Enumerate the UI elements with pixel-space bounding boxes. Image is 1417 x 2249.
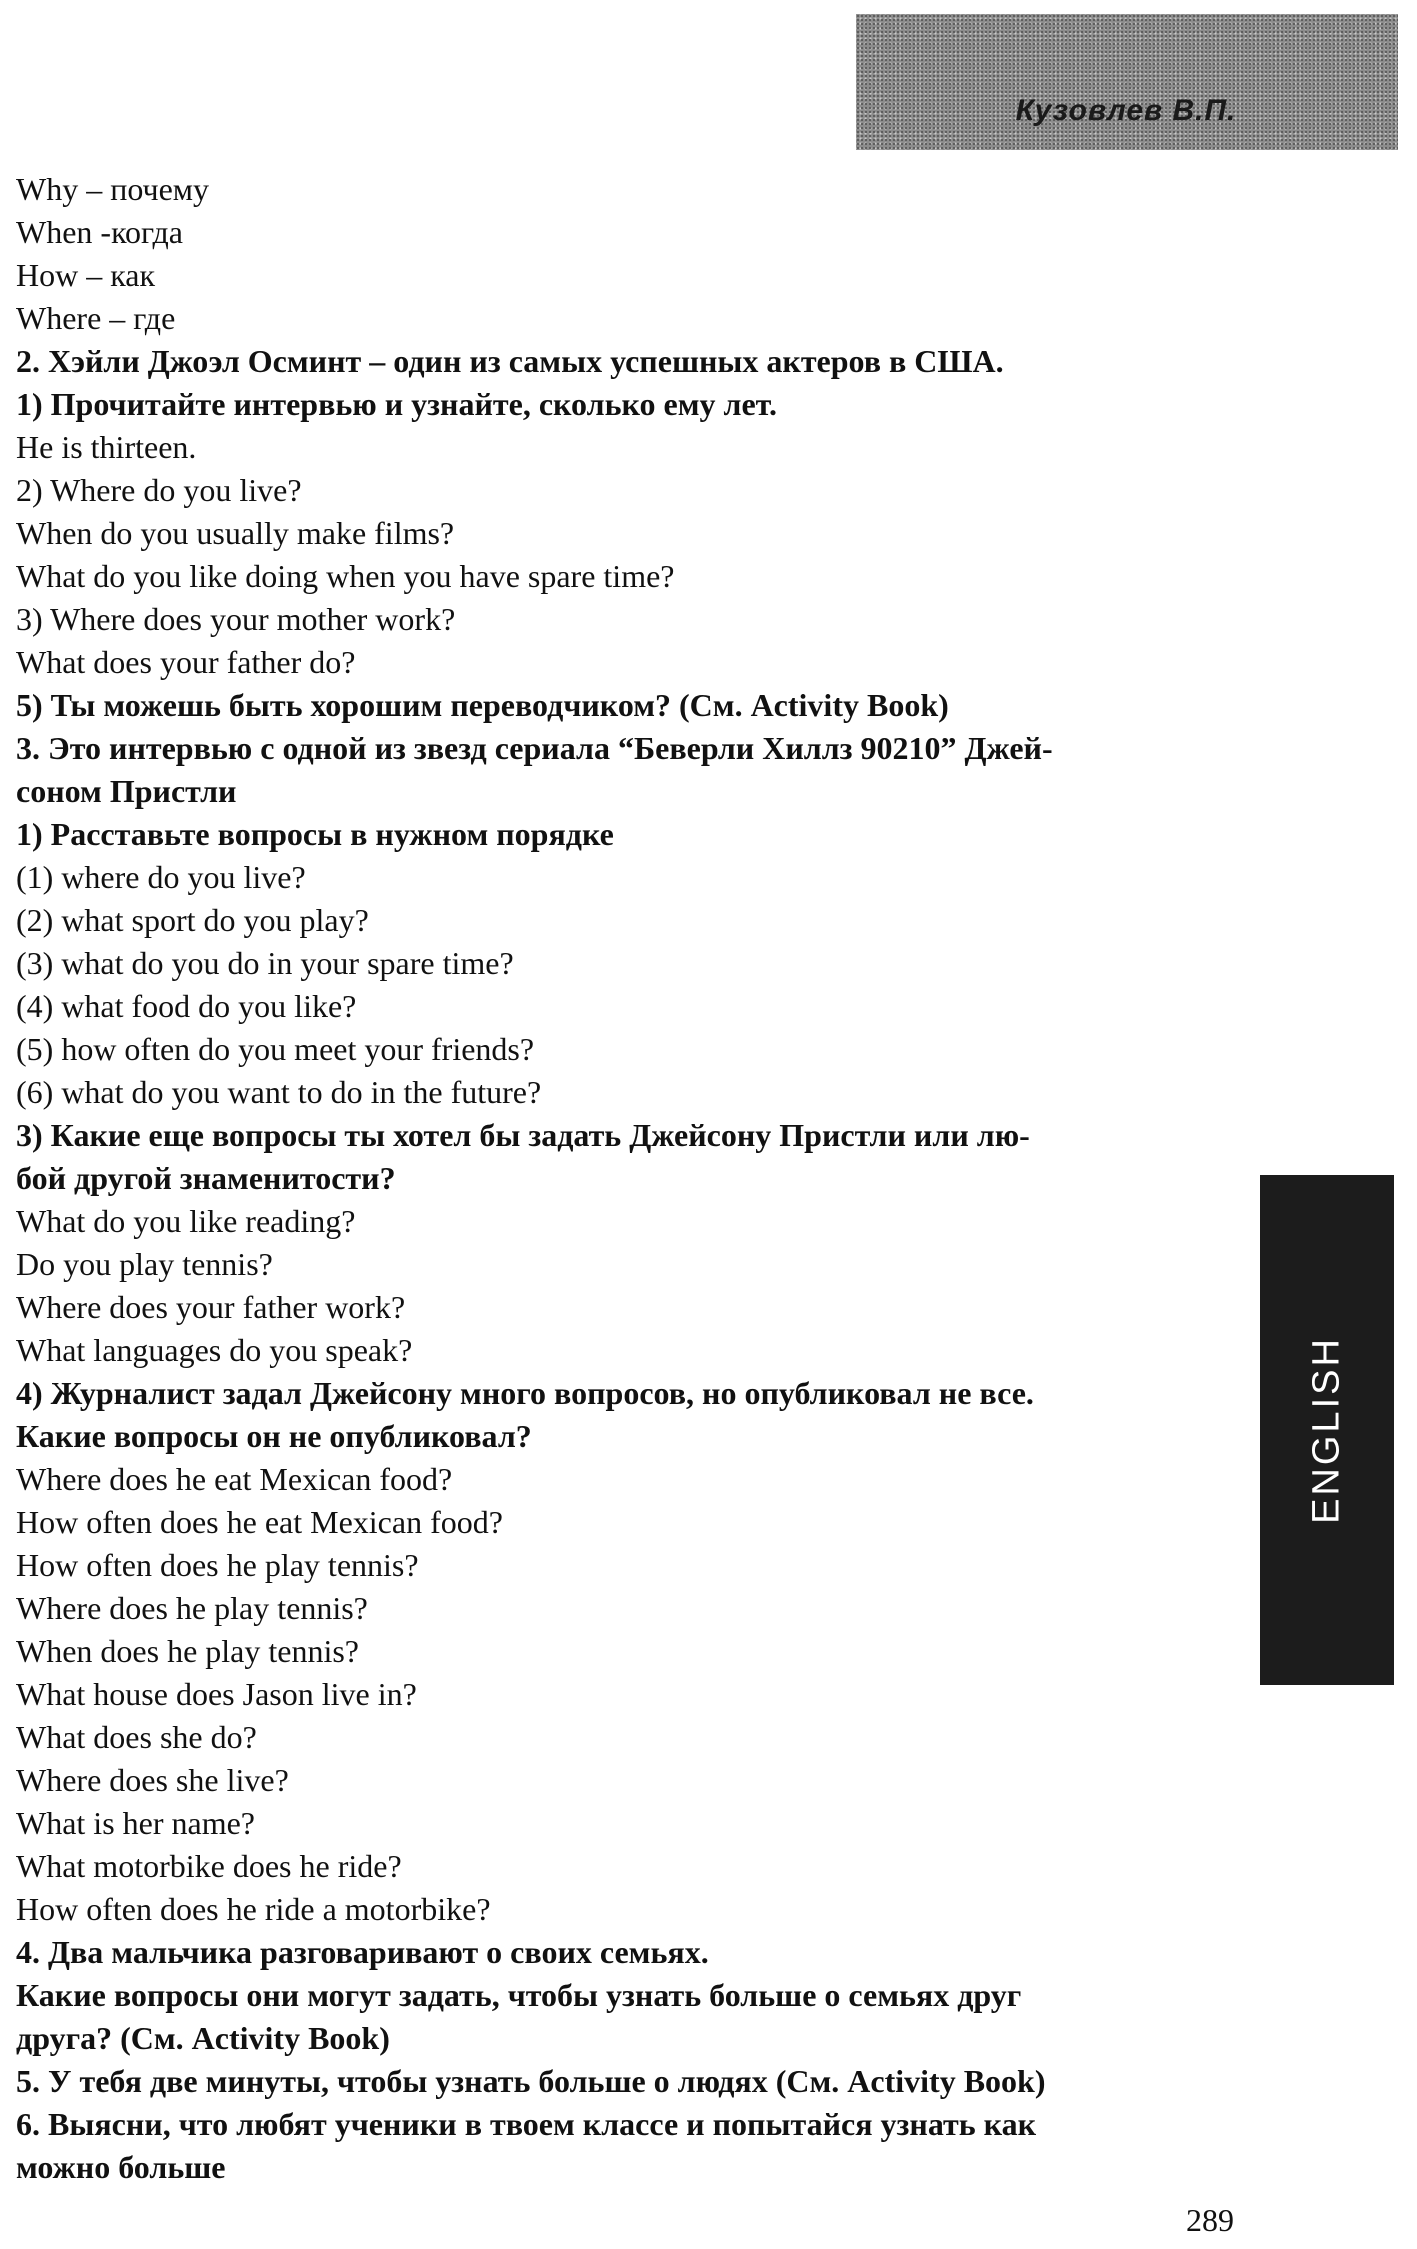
text-line: How often does he play tennis? xyxy=(16,1547,419,1583)
text-line: (5) how often do you meet your friends? xyxy=(16,1031,535,1067)
text-line: What house does Jason live in? xyxy=(16,1676,417,1712)
text-line: 2) Where do you live? xyxy=(16,472,302,508)
heading-line: 1) Расставьте вопросы в нужном порядке xyxy=(16,816,614,852)
author-name: Кузовлев В.П. xyxy=(1015,94,1237,127)
heading-line: бой другой знаменитости? xyxy=(16,1160,396,1196)
text-line: Do you play tennis? xyxy=(16,1246,273,1282)
text-line: What do you like reading? xyxy=(16,1203,356,1239)
heading-line: 1) Прочитайте интервью и узнайте, сколько ему лет. xyxy=(16,386,777,422)
heading-line: 4. Два мальчика разговаривают о своих семьях. xyxy=(16,1934,709,1970)
text-line: When -когда xyxy=(16,214,183,250)
heading-line: можно больше xyxy=(16,2149,226,2185)
heading-line: 4) Журналист задал Джейсону много вопросов, но опубликовал не все. xyxy=(16,1375,1034,1411)
text-line: What do you like doing when you have spare time? xyxy=(16,558,675,594)
text-line: When does he play tennis? xyxy=(16,1633,359,1669)
text-line: How often does he ride a motorbike? xyxy=(16,1891,491,1927)
text-line: 3) Where does your mother work? xyxy=(16,601,456,637)
heading-line: Какие вопросы он не опубликовал? xyxy=(16,1418,532,1454)
heading-line: 5) Ты можешь быть хорошим переводчиком? (См. Activity Book) xyxy=(16,687,949,723)
text-line: When do you usually make films? xyxy=(16,515,455,551)
text-line: Where does he eat Mexican food? xyxy=(16,1461,453,1497)
heading-line: 6. Выясни, что любят ученики в твоем классе и попытайся узнать как xyxy=(16,2106,1037,2142)
text-line: Where – где xyxy=(16,300,176,336)
text-line: (2) what sport do you play? xyxy=(16,902,369,938)
text-line: He is thirteen. xyxy=(16,429,197,465)
side-tab xyxy=(1260,1175,1394,1685)
text-line: (4) what food do you like? xyxy=(16,988,357,1024)
text-line: Where does she live? xyxy=(16,1762,289,1798)
heading-line: соном Пристли xyxy=(16,773,237,809)
text-line: (6) what do you want to do in the future? xyxy=(16,1074,542,1110)
text-line: What does your father do? xyxy=(16,644,356,680)
text-line: Where does he play tennis? xyxy=(16,1590,368,1626)
page-number: 289 xyxy=(1186,2202,1234,2238)
heading-line: 5. У тебя две минуты, чтобы узнать больше о людях (См. Activity Book) xyxy=(16,2063,1046,2099)
heading-line: 3. Это интервью с одной из звезд сериала “Беверли Хиллз 90210” Джей- xyxy=(16,730,1053,766)
text-line: What does she do? xyxy=(16,1719,257,1755)
heading-line: 3) Какие еще вопросы ты хотел бы задать Джейсону Пристли или лю- xyxy=(16,1117,1030,1153)
text-line: What languages do you speak? xyxy=(16,1332,413,1368)
text-line: What is her name? xyxy=(16,1805,255,1841)
text-line: (3) what do you do in your spare time? xyxy=(16,945,514,981)
heading-line: Какие вопросы они могут задать, чтобы узнать больше о семьях друг xyxy=(16,1977,1022,2013)
text-line: How – как xyxy=(16,257,156,293)
heading-line: друга? (См. Activity Book) xyxy=(16,2020,390,2056)
text-line: Where does your father work? xyxy=(16,1289,406,1325)
text-line: What motorbike does he ride? xyxy=(16,1848,402,1884)
author-header-box xyxy=(856,14,1398,150)
heading-line: 2. Хэйли Джоэл Осминт – один из самых успешных актеров в США. xyxy=(16,343,1004,379)
text-line: Why – почему xyxy=(16,171,210,207)
text-line: (1) where do you live? xyxy=(16,859,306,895)
side-tab-label: ENGLISH xyxy=(1305,1336,1348,1524)
text-line: How often does he eat Mexican food? xyxy=(16,1504,503,1540)
page-body xyxy=(16,168,1256,2189)
